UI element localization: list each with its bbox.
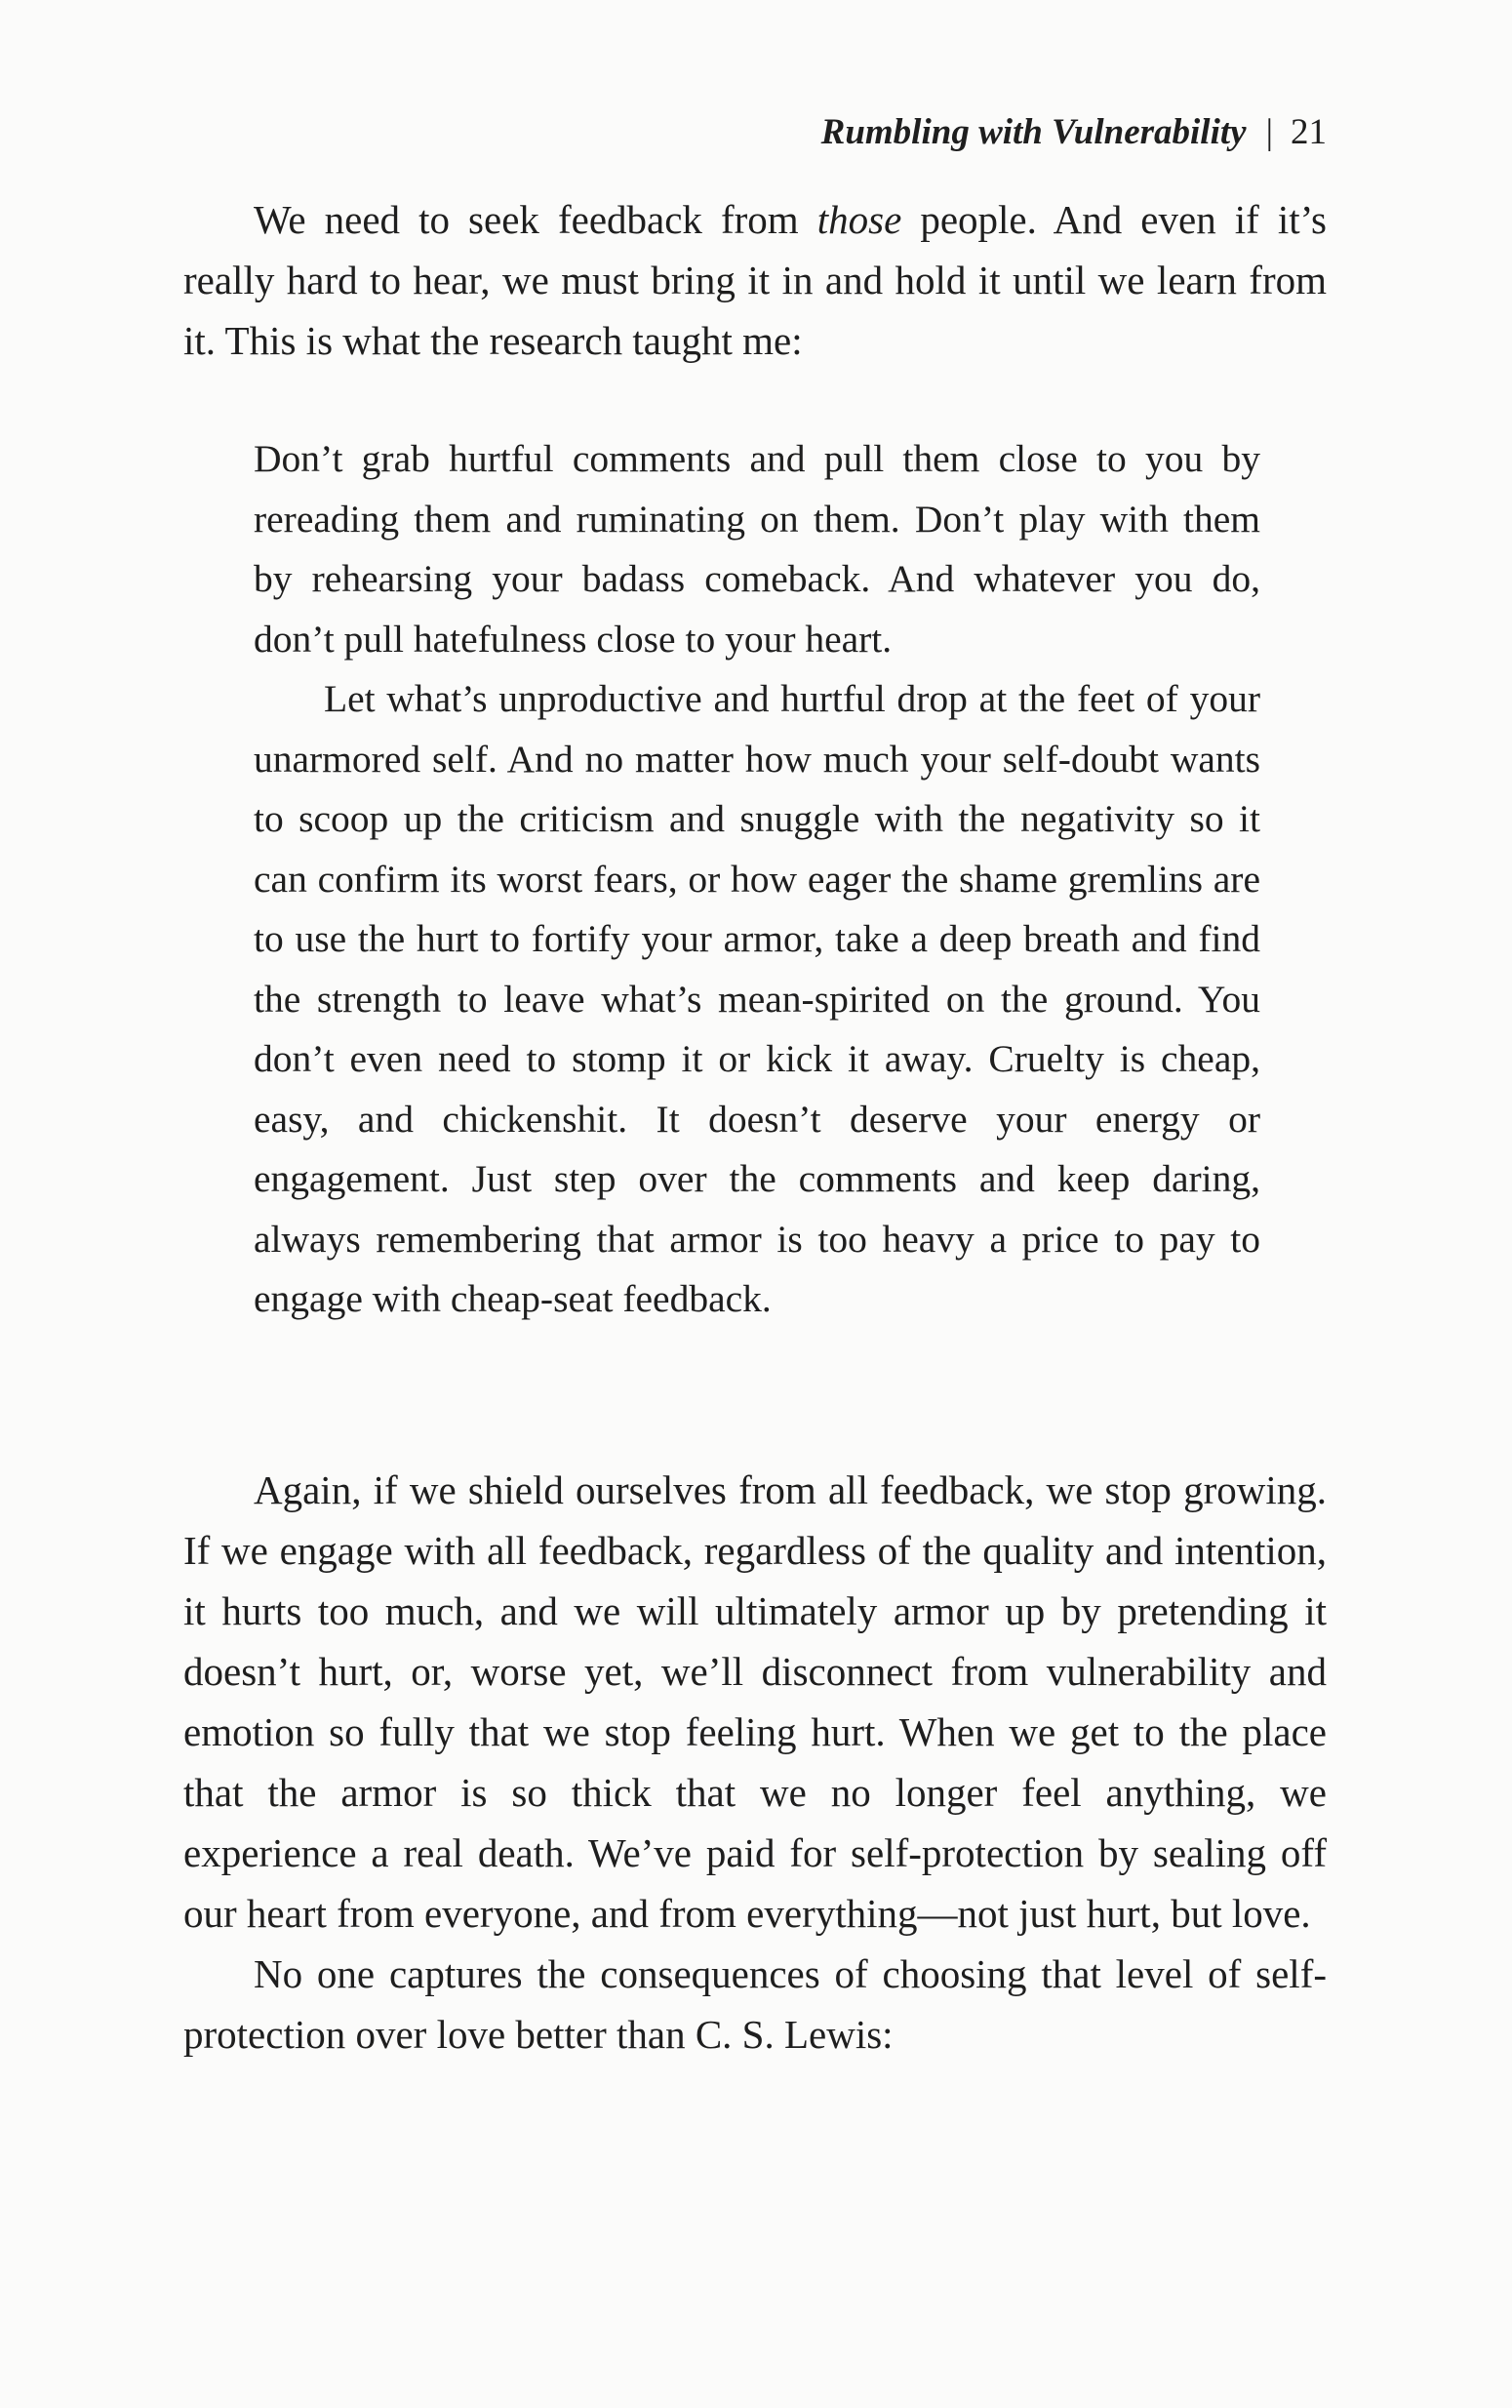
intro-paragraph [183,189,1327,371]
body-paragraph-2: No one captures the consequences of choosing that level of self-protection over love better than C. S. Lewis: [183,1951,1327,2057]
header-separator: | [1265,112,1273,152]
body-paragraph-block [183,1460,1327,2065]
intro-emphasis: those [816,197,902,242]
page-number: 21 [1291,112,1327,152]
running-header [821,109,1327,156]
body-paragraph-1: Again, if we shield ourselves from all feedback, we stop growing. If we engage with all feedback, regardless of the quality and intention, it hurts too much, and we will ultimately armor up by pretending it doesn’t hurt, or, worse yet, we’ll disconnect from vulnerability and emotion so fully that we stop feeling hurt. When we get to the place that the armor is so thick that we no longer feel anything, we experience a real death. We’ve paid for self-protection by sealing off our heart from everyone, and from everything—not just hurt, but love. [183,1467,1327,1936]
block-quote [254,429,1260,1330]
intro-paragraph-block [183,189,1327,371]
quote-paragraph-1: Don’t grab hurtful comments and pull them close to you by rereading them and ruminating on them. Don’t play with them by rehearsing your badass comeback. And whatever you do, don’t pull hatefulness close to your heart. [254,437,1260,661]
quote-paragraph-2: Let what’s unproductive and hurtful drop at the feet of your unarmored self. And no matter how much your self-doubt wants to scoop up the criticism and snuggle with the negativity so it can confirm its worst fears, or how eager the shame gremlins are to use the hurt to fortify your armor, take a deep breath and find the strength to leave what’s mean-spirited on the ground. You don’t even need to stomp it or kick it away. Cruelty is cheap, easy, and chickenshit. It doesn’t deserve your energy or engagement. Just step over the comments and keep daring, always remembering that armor is too heavy a price to pay to engage with cheap-seat feedback. [254,677,1260,1320]
intro-text-start: We need to seek feedback from [254,197,817,242]
chapter-title: Rumbling with Vulnerability [820,112,1247,152]
intro-text-end: people. And even if it’s really hard to hear, we must bring it in and hold it until we learn from it. This is what the research taught me: [183,197,1327,363]
